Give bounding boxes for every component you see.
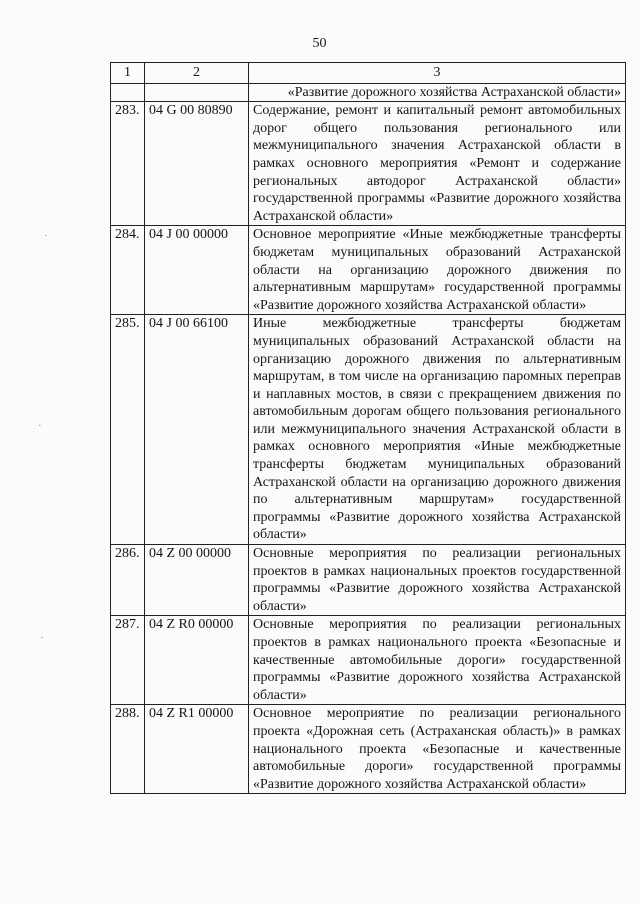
row-code: 04 Z R0 00000	[145, 616, 249, 705]
row-number: 287.	[111, 616, 145, 705]
page-number: 50	[312, 36, 327, 51]
row-description: Основное мероприятие по реализации регионального проекта «Дорожная сеть (Астраханская область)» в рамках национального проекта «Безопасные и качественные автомобильные дороги» государственной программы «Развитие дорожного хозяйства Астраханской области»	[249, 705, 626, 794]
table-row	[111, 616, 626, 705]
continuation-cell-2	[145, 83, 249, 102]
row-number: 284.	[111, 226, 145, 315]
column-header-2: 2	[145, 63, 249, 84]
budget-classification-table	[110, 62, 626, 794]
column-header-1: 1	[111, 63, 145, 84]
row-description: Основное мероприятие «Иные межбюджетные трансферты бюджетам муниципальных образований Астраханской области на организацию дорожного движения по альтернативным маршрутам» государственной программы «Развитие дорожного хозяйства Астраханской области»	[249, 226, 626, 315]
row-description: Основные мероприятия по реализации региональных проектов в рамках национального проекта «Безопасные и качественные автомобильные дороги» государственной программы «Развитие дорожного хозяйства Астраханской области»	[249, 616, 626, 705]
row-code: 04 J 00 00000	[145, 226, 249, 315]
row-description: Основные мероприятия по реализации региональных проектов в рамках национальных проектов государственной программы «Развитие дорожного хозяйства Астраханской области»	[249, 545, 626, 616]
table-row	[111, 226, 626, 315]
row-code: 04 Z 00 00000	[145, 545, 249, 616]
table-row	[111, 545, 626, 616]
table-row	[111, 315, 626, 545]
row-number: 283.	[111, 102, 145, 226]
table-header-row	[111, 63, 626, 84]
row-number: 286.	[111, 545, 145, 616]
row-number: 285.	[111, 315, 145, 545]
row-description: Содержание, ремонт и капитальный ремонт автомобильных дорог общего пользования регионального или межмуниципального значения Астраханской области в рамках основного мероприятия «Ремонт и содержание региональных автодорог Астраханской области» государственной программы «Развитие дорожного хозяйства Астраханской области»	[249, 102, 626, 226]
scan-speck: ·	[40, 632, 44, 644]
row-number: 288.	[111, 705, 145, 794]
table-row	[111, 102, 626, 226]
continuation-text: «Развитие дорожного хозяйства Астраханской области»	[249, 83, 626, 102]
table-row	[111, 705, 626, 794]
row-code: 04 Z R1 00000	[145, 705, 249, 794]
scan-speck: ·	[38, 420, 42, 432]
row-description: Иные межбюджетные трансферты бюджетам муниципальных образований Астраханской области на организацию дорожного движения по альтернативным маршрутам, в том числе на организацию паромных переправ и наплавных мостов, в связи с прекращением движения по автомобильным дорогам общего пользования регионального или межмуниципального значения Астраханской области в рамках основного мероприятия «Иные межбюджетные трансферты бюджетам муниципальных образований Астраханской области на организацию дорожного движения по альтернативным маршрутам» государственной программы «Развитие дорожного хозяйства Астраханской области»	[249, 315, 626, 545]
continuation-row	[111, 83, 626, 102]
scan-speck: ·	[44, 230, 48, 242]
row-code: 04 G 00 80890	[145, 102, 249, 226]
column-header-3: 3	[249, 63, 626, 84]
row-code: 04 J 00 66100	[145, 315, 249, 545]
continuation-cell-1	[111, 83, 145, 102]
